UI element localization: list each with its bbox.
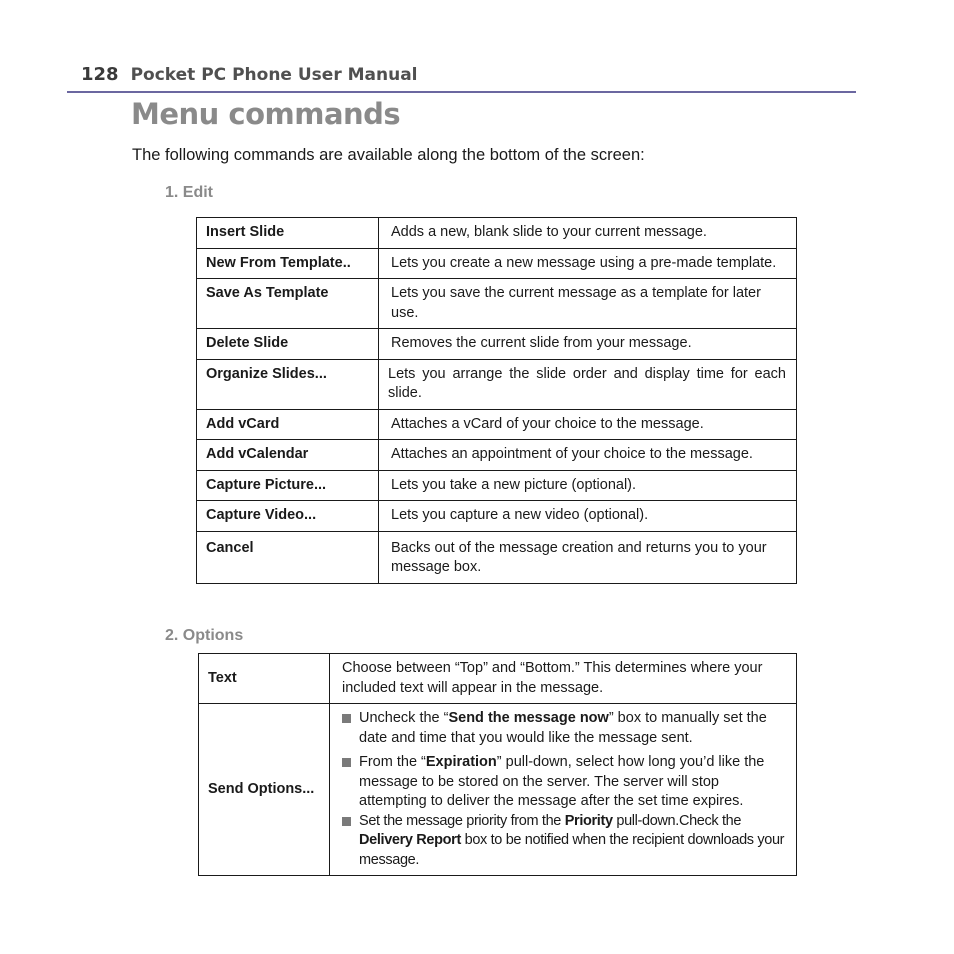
item-text: pull-down.Check the [612, 812, 742, 829]
header-rule [67, 91, 856, 93]
command-description: Lets you create a new message using a pre-made template. [379, 248, 797, 279]
item-bold-text: Expiration [425, 754, 497, 770]
square-bullet-icon [342, 817, 351, 826]
command-name: Text [199, 654, 330, 704]
command-name: Capture Video... [197, 501, 379, 532]
command-name: Add vCalendar [197, 440, 379, 471]
command-description: Lets you take a new picture (optional). [379, 470, 797, 501]
table-row [197, 329, 797, 360]
command-name: Organize Slides... [197, 359, 379, 409]
command-description: Attaches an appointment of your choice to the message. [379, 440, 797, 471]
table-row [197, 440, 797, 471]
command-name: Send Options... [199, 704, 330, 876]
section-heading-edit: 1. Edit [165, 184, 214, 201]
table-row [197, 470, 797, 501]
table-row [199, 654, 797, 704]
command-name: Insert Slide [197, 218, 379, 249]
item-bold-text: Send the message now [448, 710, 609, 726]
item-bold-text: Priority [564, 812, 613, 829]
table-row [197, 531, 797, 583]
intro-text: The following commands are available along the bottom of the screen: [132, 146, 645, 164]
list-item [342, 753, 786, 812]
page-header [81, 64, 418, 85]
command-name: Cancel [197, 531, 379, 583]
command-name: Delete Slide [197, 329, 379, 360]
table-row [197, 248, 797, 279]
options-commands-table [198, 653, 797, 876]
list-item [342, 812, 786, 871]
section-heading-options: 2. Options [165, 627, 244, 644]
item-text: ” pull-down, select how long you’d like the message to be stored on the server. The server will stop attempting to deliver the message after the set time expires. [359, 754, 765, 809]
command-name: Save As Template [197, 279, 379, 329]
table-row [197, 218, 797, 249]
command-name: Add vCard [197, 409, 379, 440]
square-bullet-icon [342, 714, 351, 723]
item-text: ” box to manually set the date and time that you would like the message sent. [359, 710, 767, 746]
table-row [199, 704, 797, 876]
command-description: Backs out of the message creation and returns you to your message box. [379, 531, 797, 583]
command-description: Lets you capture a new video (optional). [379, 501, 797, 532]
command-description: Attaches a vCard of your choice to the message. [379, 409, 797, 440]
command-description: Adds a new, blank slide to your current message. [379, 218, 797, 249]
table-row [197, 501, 797, 532]
command-name: Capture Picture... [197, 470, 379, 501]
command-description [330, 704, 797, 876]
command-name: New From Template.. [197, 248, 379, 279]
table-row [197, 359, 797, 409]
manual-title: Pocket PC Phone User Manual [130, 65, 418, 85]
item-text: From the “ [359, 754, 426, 770]
send-options-list [342, 709, 786, 870]
item-text: box to be notified when the recipient downloads your message. [359, 832, 785, 868]
square-bullet-icon [342, 758, 351, 767]
item-text: Uncheck the “ [359, 710, 449, 726]
list-item [342, 709, 786, 748]
command-description: Choose between “Top” and “Bottom.” This determines where your included text will appear in the message. [330, 654, 797, 704]
command-description: Lets you save the current message as a template for later use. [379, 279, 797, 329]
page-title: Menu commands [131, 97, 401, 131]
command-description: Lets you arrange the slide order and display time for each slide. [379, 359, 797, 409]
table-row [197, 409, 797, 440]
table-row [197, 279, 797, 329]
item-text: Set the message priority from the [359, 812, 565, 829]
item-bold-text: Delivery Report [359, 832, 461, 848]
page-number: 128 [81, 64, 119, 85]
edit-commands-table [196, 217, 797, 584]
command-description: Removes the current slide from your message. [379, 329, 797, 360]
